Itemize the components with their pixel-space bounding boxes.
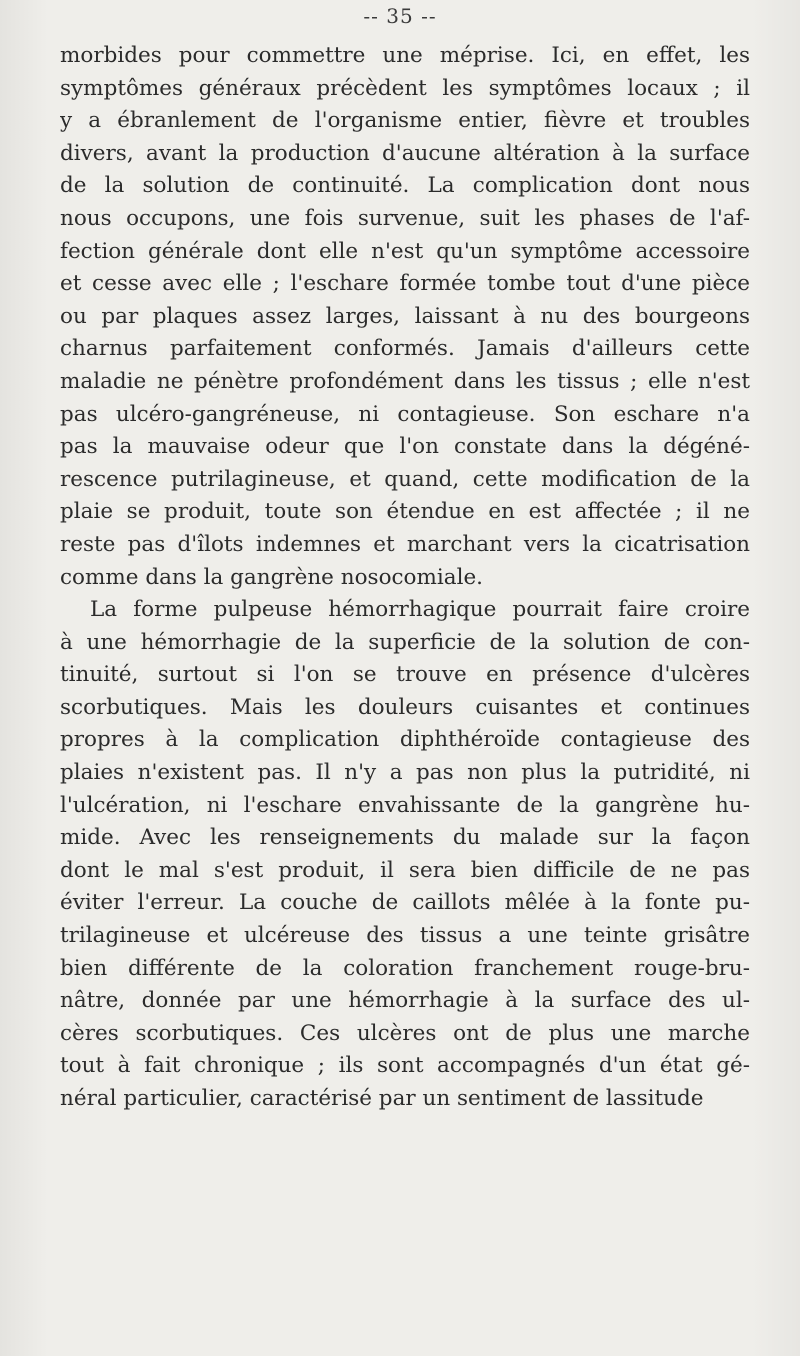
text-line: et cesse avec elle ; l'eschare formée tombe tout d'une pièce [60, 271, 750, 297]
text-line: comme dans la gangrène nosocomiale. [60, 564, 484, 590]
text-line: plaie se produit, toute son étendue en est affectée ; il ne [60, 499, 750, 525]
text-line: de la solution de continuité. La complication dont nous [60, 173, 750, 199]
text-line: pas ulcéro-gangréneuse, ni contagieuse. Son eschare n'a [60, 401, 750, 427]
text-line: pas la mauvaise odeur que l'on constate dans la dégéné- [60, 434, 750, 460]
text-line: nâtre, donnée par une hémorrhagie à la surface des ul- [60, 988, 750, 1014]
text-line: dont le mal s'est produit, il sera bien difficile de ne pas [60, 857, 750, 883]
text-line: néral particulier, caractérisé par un sentiment de lassitude [60, 1086, 704, 1111]
text-line: cères scorbutiques. Ces ulcères ont de plus une marche [60, 1020, 750, 1046]
text-line: reste pas d'îlots indemnes et marchant vers la cicatrisation [60, 531, 750, 557]
text-line: plaies n'existent pas. Il n'y a pas non plus la putridité, ni [60, 760, 750, 786]
text-line: trilagineuse et ulcéreuse des tissus a une teinte grisâtre [60, 923, 750, 949]
text-line: éviter l'erreur. La couche de caillots mêlée à la fonte pu- [60, 890, 750, 916]
text-line: propres à la complication diphthéroïde contagieuse des [60, 727, 750, 753]
text-line: tinuité, surtout si l'on se trouve en présence d'ulcères [60, 662, 750, 688]
text-line: rescence putrilagineuse, et quand, cette modification de la [60, 466, 750, 492]
page-number: -- 35 -- [363, 4, 437, 28]
text-line: scorbutiques. Mais les douleurs cuisantes et continues [60, 694, 750, 720]
body-text [60, 40, 750, 1116]
text-line: symptômes généraux précèdent les symptômes locaux ; il [60, 75, 750, 101]
text-line: à une hémorrhagie de la superficie de la solution de con- [60, 629, 750, 655]
text-line: nous occupons, une fois survenue, suit les phases de l'af- [60, 205, 750, 231]
text-line: La forme pulpeuse hémorrhagique pourrait faire croire [90, 597, 750, 623]
text-line: l'ulcération, ni l'eschare envahissante de la gangrène hu- [60, 792, 750, 818]
text-line: mide. Avec les renseignements du malade sur la façon [60, 825, 750, 851]
text-line: divers, avant la production d'aucune altération à la surface [60, 140, 750, 166]
text-line: fection générale dont elle n'est qu'un symptôme accessoire [60, 238, 750, 264]
text-line: bien différente de la coloration franchement rouge-bru- [60, 955, 750, 981]
text-line: charnus parfaitement conformés. Jamais d'ailleurs cette [60, 336, 750, 362]
text-line: morbides pour commettre une méprise. Ici, en effet, les [60, 43, 750, 68]
text-line: tout à fait chronique ; ils sont accompagnés d'un état gé- [60, 1053, 750, 1079]
text-line: ou par plaques assez larges, laissant à nu des bourgeons [60, 303, 750, 329]
text-line: maladie ne pénètre profondément dans les tissus ; elle n'est [60, 368, 750, 394]
text-line: y a ébranlement de l'organisme entier, fièvre et troubles [60, 108, 750, 134]
